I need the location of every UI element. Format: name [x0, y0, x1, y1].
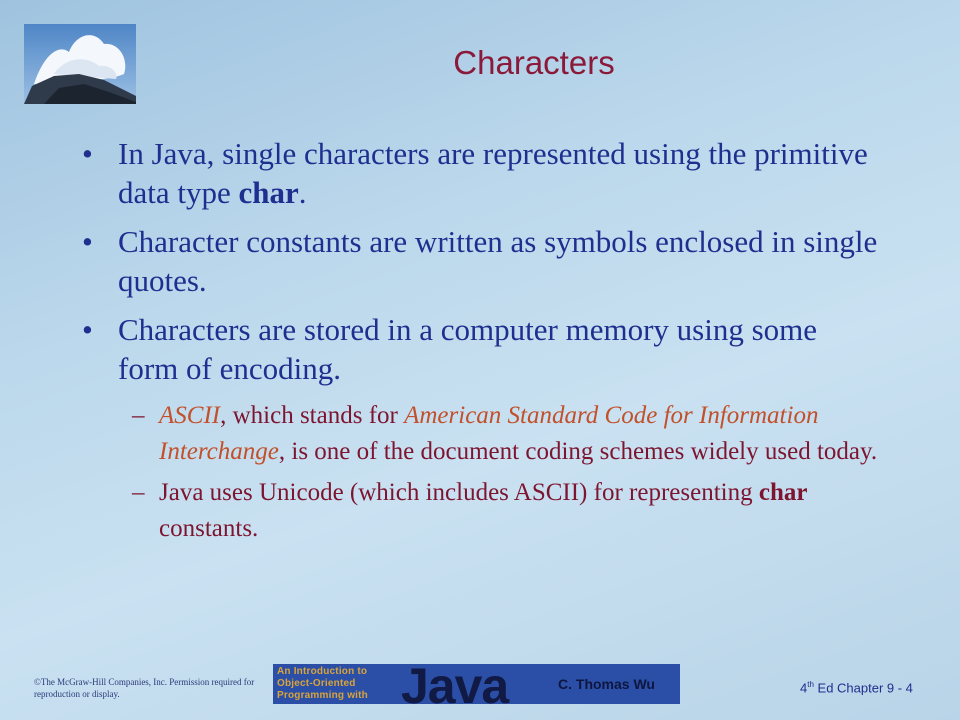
bullet-glyph: • [82, 136, 93, 171]
banner-java-wordmark: Java [401, 664, 509, 704]
subbullet-item [82, 398, 882, 470]
bullet-text: . [298, 175, 307, 210]
subbullet-text: , is one of the document coding schemes widely used today. [278, 438, 878, 465]
bullet-text: In Java, single characters are represented using the primitive data type [118, 136, 868, 210]
edition-number: 4 [800, 680, 808, 696]
bullet-text: Characters are stored in a computer memory using some form of encoding. [118, 312, 817, 386]
bullet-item [82, 222, 882, 300]
slide-title: Characters [453, 44, 615, 81]
bullet-text: Character constants are written as symbols enclosed in single quotes. [118, 224, 878, 298]
edition-superscript: th [807, 680, 814, 689]
bullet-glyph: • [82, 224, 93, 259]
bullet-glyph: • [82, 312, 93, 347]
subbullet-dash: – [132, 402, 145, 429]
subbullet-dash: – [132, 479, 145, 506]
banner-author: C. Thomas Wu [558, 676, 655, 692]
subbullet-emphasis: American Standard Code for Information Interchange [159, 402, 819, 465]
bullet-list [82, 134, 882, 552]
bullet-item [82, 310, 882, 388]
subbullet-bold-keyword: char [758, 479, 808, 506]
copyright-notice: ©The McGraw-Hill Companies, Inc. Permission required for reproduction or display. [34, 677, 255, 699]
bullet-item [82, 134, 882, 212]
chapter-page-label: Ed Chapter 9 - 4 [813, 680, 913, 696]
subbullet-text: constants. [159, 515, 259, 542]
book-banner [273, 664, 680, 704]
subbullet-emphasis: ASCII [159, 402, 221, 429]
bullet-bold-keyword: char [238, 175, 299, 210]
subbullet-text: , which stands for [220, 402, 405, 429]
slide-number [800, 680, 913, 695]
banner-subtitle: An Introduction to Object-Oriented Programming with [277, 666, 368, 701]
subbullet-text: Java uses Unicode (which includes ASCII) for representing [159, 479, 759, 506]
subbullet-item [82, 475, 882, 547]
